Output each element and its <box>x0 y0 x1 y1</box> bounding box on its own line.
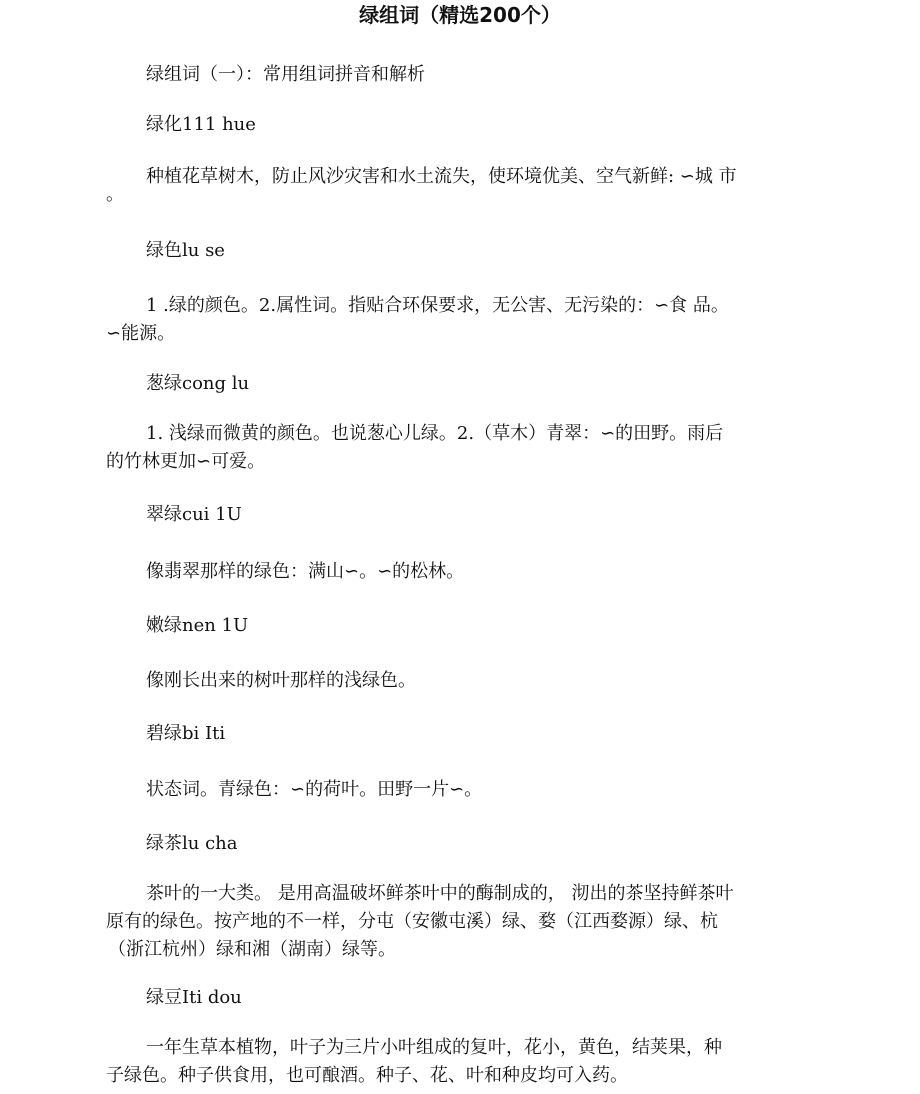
definition-line: 1. 浅绿而微黄的颜色。也说葱心儿绿。2.（草木）青翠：∽的田野。雨后 <box>146 423 724 444</box>
definition-line: 一年生草本植物，叶子为三片小叶组成的复叶，花小，黄色，结荚果，种 <box>146 1037 722 1058</box>
definition-line: ∽能源。 <box>106 323 176 344</box>
definition-line: 像刚长出来的树叶那样的浅绿色。 <box>146 670 416 691</box>
entry-term-8: 绿豆Iti dou <box>146 987 242 1008</box>
entry-definition-2 <box>106 292 806 348</box>
entry-term-3: 葱绿cong lu <box>146 373 250 394</box>
entry-definition-6 <box>106 776 806 804</box>
definition-line: 状态词。青绿色：∽的荷叶。田野一片∽。 <box>146 779 483 800</box>
entry-definition-7 <box>106 880 806 964</box>
definition-line: 茶叶的一大类。 是用高温破坏鲜茶叶中的酶制成的， 沏出的茶坚持鲜茶叶 <box>146 883 734 904</box>
entry-term-7: 绿茶lu cha <box>146 833 238 854</box>
entry-term-2: 绿色lu se <box>146 240 225 261</box>
definition-line: 原有的绿色。按产地的不一样，分屯（安徽屯溪）绿、婺（江西婺源）绿、杭 <box>106 911 718 932</box>
document-title: 绿组词（精选200个） <box>359 3 561 27</box>
entry-definition-3 <box>106 420 806 476</box>
entry-term-5: 嫩绿nen 1U <box>146 615 249 636</box>
definition-line: 的竹林更加∽可爱。 <box>106 451 266 472</box>
entry-definition-8 <box>106 1034 806 1090</box>
entry-definition-4 <box>106 558 806 586</box>
definition-line: 。 <box>106 184 124 205</box>
definition-line: 子绿色。种子供食用，也可酿酒。种子、花、叶和种皮均可入药。 <box>106 1065 628 1086</box>
definition-line: 1 .绿的颜色。2.属性词。指贴合环保要求，无公害、无污染的：∽食 品。 <box>146 295 729 316</box>
entry-definition-5 <box>106 667 806 695</box>
definition-line: （浙江杭州）绿和湘（湖南）绿等。 <box>108 939 396 960</box>
entry-term-6: 碧绿bi Iti <box>146 723 226 744</box>
definition-line: 像翡翠那样的绿色：满山∽。∽的松林。 <box>146 561 465 582</box>
definition-line: 种植花草树木，防止风沙灾害和水土流失，使环境优美、空气新鲜: ∽城 市 <box>146 166 737 187</box>
entry-term-4: 翠绿cui 1U <box>146 504 242 525</box>
entry-definition-1 <box>106 163 806 209</box>
section-heading: 绿组词（一）：常用组词拼音和解析 <box>146 64 425 85</box>
entry-term-1: 绿化111 hue <box>146 114 256 135</box>
